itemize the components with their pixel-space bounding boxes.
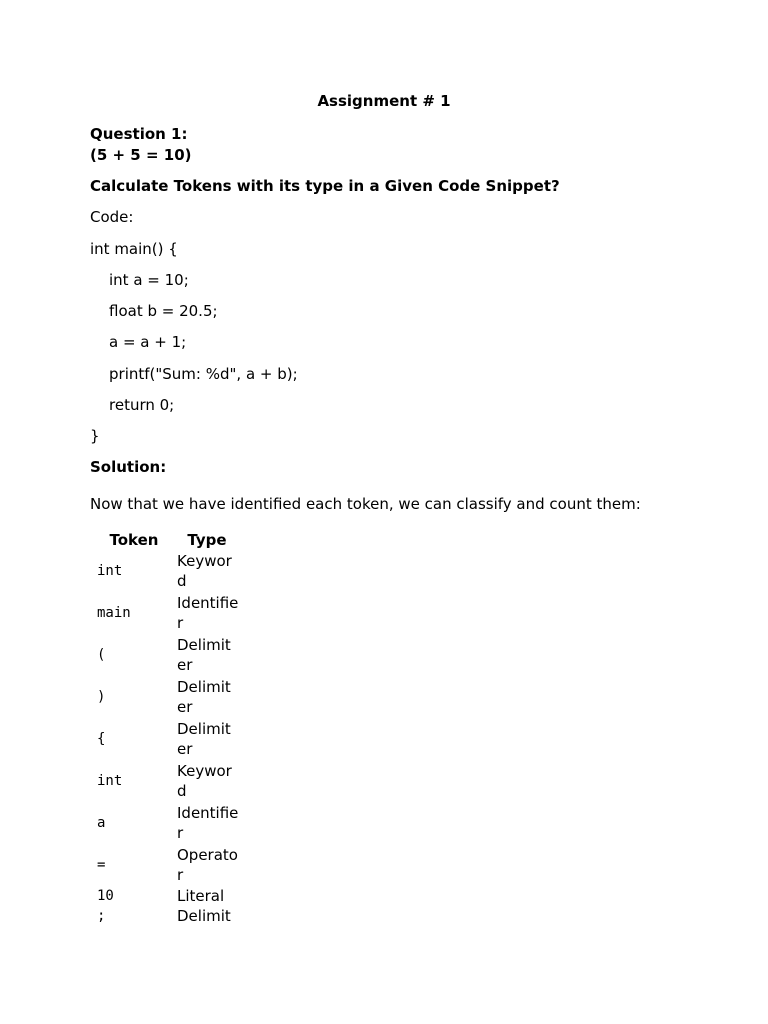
type-cell: Identifier [177, 594, 239, 632]
table-row [95, 676, 241, 718]
token-cell: int [97, 773, 123, 789]
type-cell: Identifier [177, 804, 239, 842]
type-cell: Keyword [177, 552, 232, 590]
type-cell: Delimit [177, 907, 231, 925]
token-cell: 10 [97, 888, 114, 904]
code-line: float b = 20.5; [109, 302, 218, 320]
column-header-token: Token [109, 531, 159, 549]
question-marks: (5 + 5 = 10) [90, 146, 192, 164]
solution-intro: Now that we have identified each token, we can classify and count them: [90, 495, 641, 513]
table-row [95, 634, 241, 676]
code-line: int main() { [90, 240, 178, 258]
question-prompt: Calculate Tokens with its type in a Given Code Snippet? [90, 177, 560, 195]
code-label: Code: [90, 208, 134, 226]
type-cell: Operator [177, 846, 238, 884]
column-header-type: Type [187, 531, 227, 549]
table-header-row [95, 530, 241, 550]
token-cell: = [97, 857, 106, 873]
type-cell: Delimiter [177, 636, 231, 674]
table-row [95, 906, 241, 926]
type-cell: Keyword [177, 762, 232, 800]
token-cell: ( [97, 647, 106, 663]
table-row [95, 550, 241, 592]
code-line: return 0; [109, 396, 175, 414]
type-cell: Literal [177, 887, 225, 905]
table-row [95, 844, 241, 886]
question-heading: Question 1: [90, 125, 188, 143]
code-line: a = a + 1; [109, 333, 187, 351]
token-cell: { [97, 731, 106, 747]
code-line: } [90, 427, 100, 445]
token-table [95, 530, 241, 926]
document-title: Assignment # 1 [317, 92, 451, 110]
solution-heading: Solution: [90, 458, 167, 476]
table-row [95, 886, 241, 906]
token-cell: int [97, 563, 123, 579]
token-cell: ) [97, 689, 106, 705]
token-cell: main [97, 605, 131, 621]
type-cell: Delimiter [177, 678, 231, 716]
type-cell: Delimiter [177, 720, 231, 758]
token-cell: ; [97, 908, 106, 924]
code-line: printf("Sum: %d", a + b); [109, 365, 298, 383]
table-row [95, 760, 241, 802]
code-line: int a = 10; [109, 271, 189, 289]
table-row [95, 718, 241, 760]
table-row [95, 592, 241, 634]
token-cell: a [97, 815, 106, 831]
table-row [95, 802, 241, 844]
